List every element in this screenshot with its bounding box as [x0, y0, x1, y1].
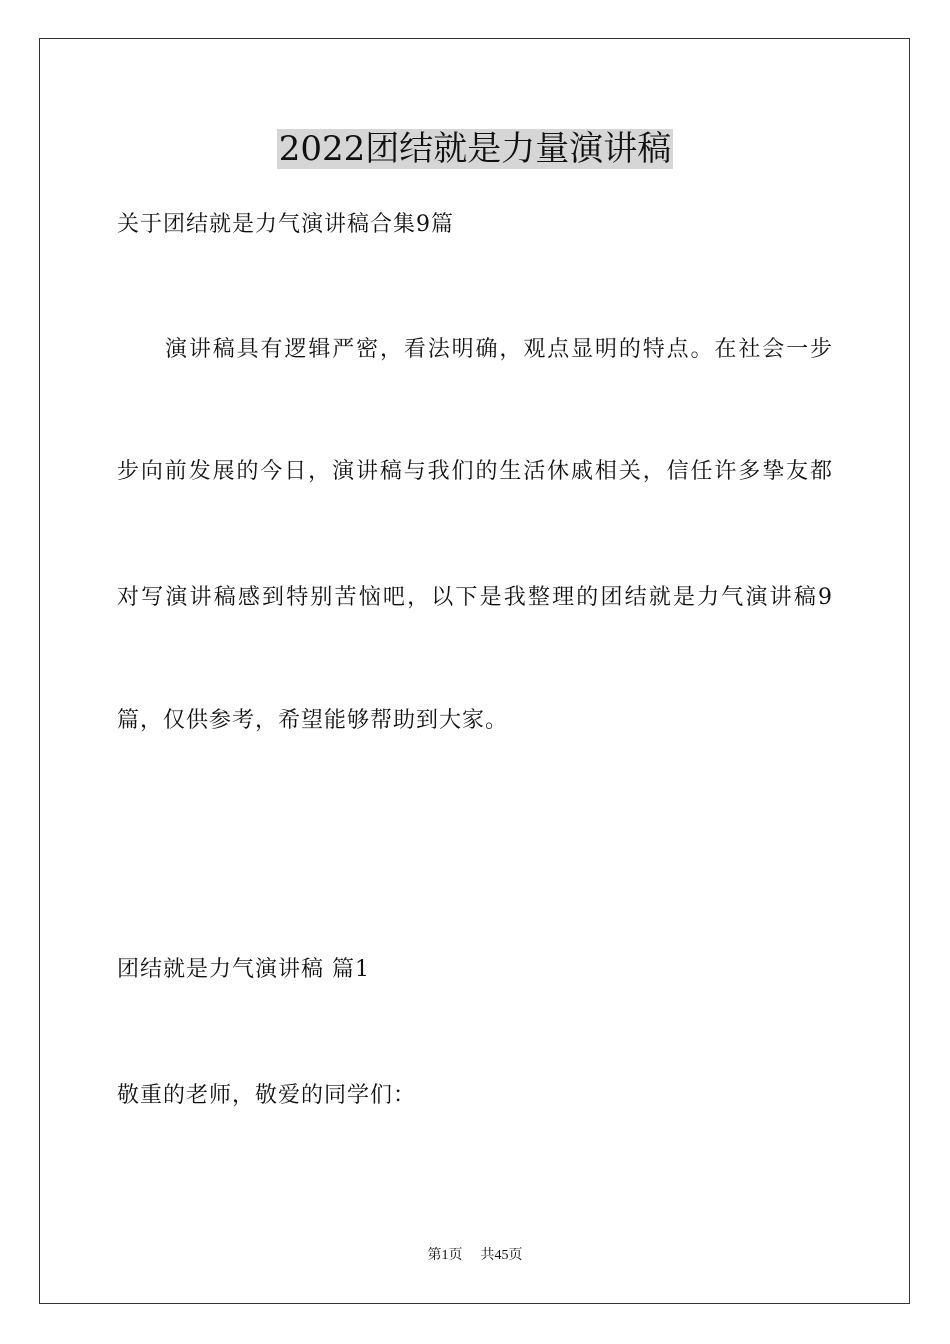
paragraph-line-3: 对写演讲稿感到特别苦恼吧，以下是我整理的团结就是力气演讲稿9 [117, 585, 833, 610]
document-title-text: 2022团结就是力量演讲稿 [278, 129, 672, 169]
section-heading: 团结就是力气演讲稿 篇1 [117, 957, 370, 982]
salutation: 敬重的老师，敬爱的同学们： [117, 1083, 417, 1108]
paragraph-line-4: 篇，仅供参考，希望能够帮助到大家。 [117, 708, 509, 733]
page-total: 共45页 [480, 1248, 523, 1263]
page-number: 第1页 [427, 1248, 463, 1263]
document-subtitle: 关于团结就是力气演讲稿合集9篇 [117, 212, 454, 237]
paragraph-line-2: 步向前发展的今日，演讲稿与我们的生活休戚相关，信任许多挚友都 [117, 459, 833, 484]
page-footer [0, 1247, 950, 1265]
paragraph-line-1: 演讲稿具有逻辑严密，看法明确，观点显明的特点。在社会一步 [165, 337, 833, 362]
document-title [0, 126, 950, 172]
